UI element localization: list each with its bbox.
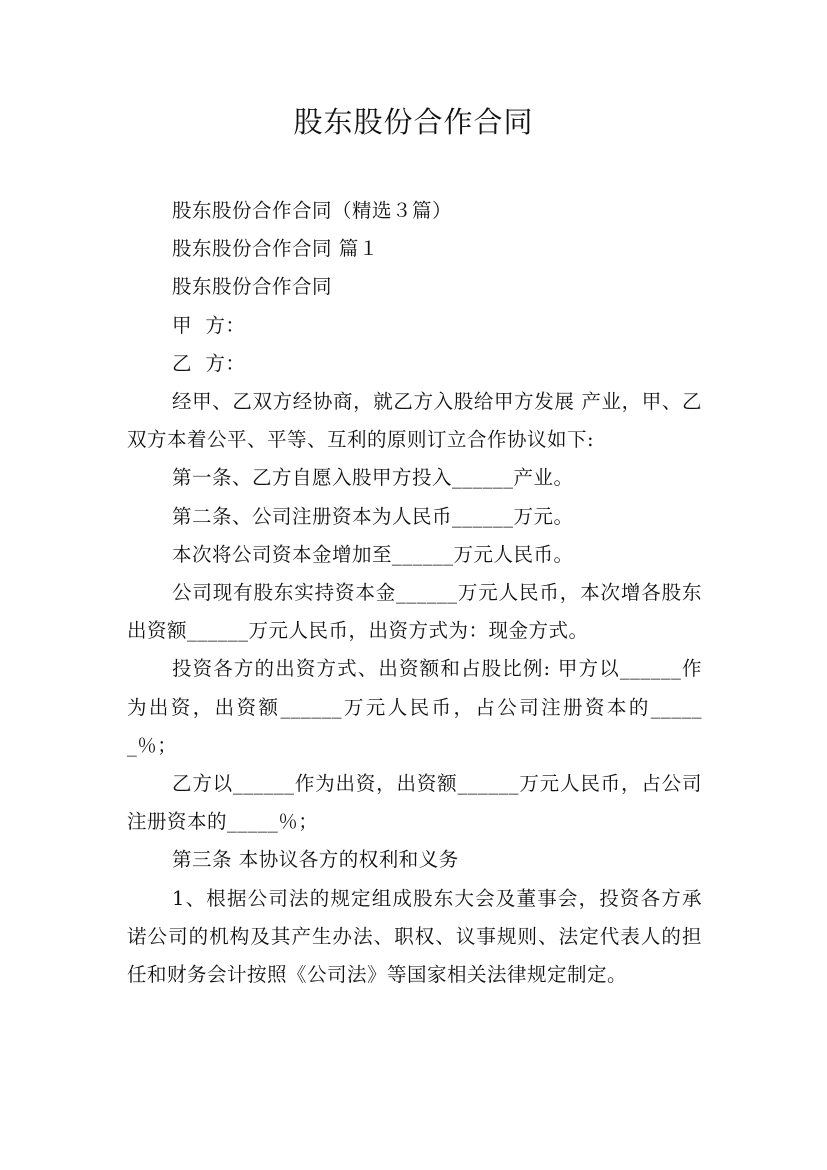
paragraph-existing-capital: 公司现有股东实持资本金______万元人民币，本次增各股东出资额______万元人民币，出资方式为：现金方式。 — [127, 581, 702, 643]
paragraph-capital-increase: 本次将公司资本金增加至______万元人民币。 — [172, 542, 574, 566]
paragraph-party-b: 乙 方： — [172, 351, 246, 375]
document-body — [127, 192, 702, 994]
paragraph-investment-party-a: 投资各方的出资方式、出资额和占股比例: 甲方以______作为出资，出资额______万元人民币，占公司注册资本的______％； — [127, 657, 702, 757]
paragraph-contract-name: 股东股份合作合同 — [172, 275, 333, 299]
paragraph-clause-1: 1、根据公司法的规定组成股东大会及董事会，投资各方承诺公司的机构及其产生办法、职权、议事规则、法定代表人的担任和财务会计按照《公司法》等国家相关法律规定制定。 — [127, 886, 702, 987]
paragraph-section-heading: 股东股份合作合同 篇１ — [172, 237, 379, 261]
document-title: 股东股份合作合同 — [293, 105, 534, 139]
paragraph-article-2: 第二条、公司注册资本为人民币______万元。 — [172, 504, 574, 528]
paragraph-subtitle: 股东股份合作合同（精选３篇） — [172, 199, 453, 222]
paragraph-preamble: 经甲、乙双方经协商，就乙方入股给甲方发展 产业，甲、乙双方本着公平、平等、互利的原则订立合作协议如下: — [127, 390, 702, 452]
paragraph-party-a: 甲 方： — [172, 313, 246, 337]
paragraph-article-1: 第一条、乙方自愿入股甲方投入______产业。 — [172, 466, 574, 490]
paragraph-article-3: 第三条 本协议各方的权利和义务 — [172, 848, 459, 872]
paragraph-investment-party-b: 乙方以______作为出资，出资额______万元人民币，占公司注册资本的_____％； — [127, 772, 702, 834]
